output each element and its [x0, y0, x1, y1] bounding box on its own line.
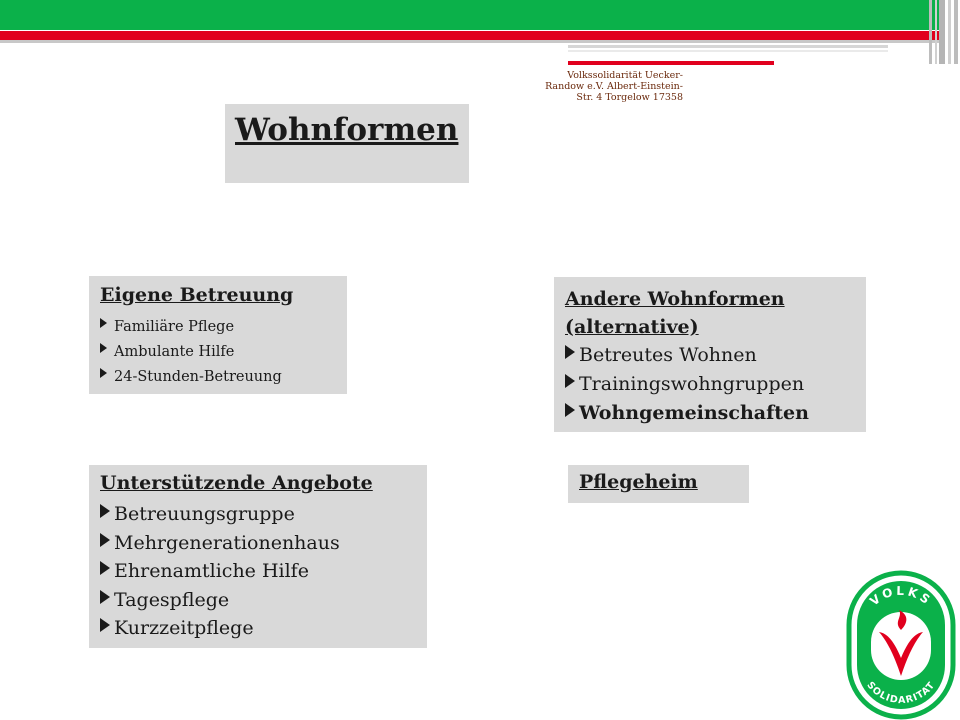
list-item: [100, 340, 282, 365]
list-item-label: Ambulante Hilfe: [114, 344, 235, 360]
list-item-label: Kurzzeitpflege: [114, 617, 254, 639]
header-red-accent: [568, 61, 774, 65]
box-heading: Unterstützende Angebote: [100, 472, 373, 494]
box-pflegeheim: [568, 465, 749, 503]
list-item-label: 24-Stunden-Betreuung: [114, 369, 282, 385]
arrow-bullet-icon: [565, 345, 575, 359]
arrow-bullet-icon: [100, 533, 110, 547]
arrow-bullet-icon: [100, 504, 110, 518]
header-green-bar: [0, 0, 940, 30]
box-andere-wohnformen: [554, 277, 866, 432]
list-item: [565, 341, 809, 370]
header-grey-accent: [568, 45, 888, 48]
slide-title: Wohnformen: [235, 112, 459, 148]
box-unterstuetzende-angebote: [89, 465, 427, 648]
list-item: [565, 399, 809, 428]
list-item-label: Trainingswohngruppen: [579, 373, 805, 395]
title-box: [225, 104, 469, 183]
bullet-list: [565, 341, 809, 428]
logo-top-text: VOLKS: [867, 583, 935, 609]
list-item: [100, 586, 340, 615]
organization-address: Volkssolidarität Uecker-Randow e.V. Albert-Einstein-Str. 4 Torgelow 17358: [545, 70, 683, 103]
list-item-label: Tagespflege: [114, 588, 230, 611]
list-item: [100, 365, 282, 390]
list-item-label: Betreuungsgruppe: [114, 503, 295, 525]
list-item: [100, 614, 340, 643]
box-heading: [565, 285, 785, 341]
arrow-bullet-icon: [100, 561, 110, 575]
bullet-list: [100, 500, 340, 643]
header-red-bar: [0, 31, 940, 40]
arrow-bullet-icon: [565, 403, 575, 417]
arrow-bullet-icon: [100, 343, 107, 353]
arrow-bullet-icon: [565, 374, 575, 388]
list-item: [100, 557, 340, 586]
box-heading-line: Andere Wohnformen: [565, 288, 785, 310]
list-item: [565, 370, 809, 399]
list-item: [100, 500, 340, 529]
list-item-label: Wohngemeinschaften: [579, 402, 809, 424]
bullet-list: [100, 315, 282, 390]
list-item-label: Ehrenamtliche Hilfe: [114, 560, 309, 582]
list-item: [100, 315, 282, 340]
list-item: [100, 529, 340, 558]
logo-bottom-text: SOLIDARITAT: [864, 679, 938, 707]
header-grey-line: [0, 40, 940, 43]
arrow-bullet-icon: [100, 318, 107, 328]
volkssolidaritaet-logo: [846, 570, 956, 720]
list-item-label: Betreutes Wohnen: [579, 344, 757, 366]
box-eigene-betreuung: [89, 276, 347, 394]
arrow-bullet-icon: [100, 368, 107, 378]
list-item-label: Mehrgenerationenhaus: [114, 531, 340, 554]
box-heading: Pflegeheim: [579, 471, 698, 493]
arrow-bullet-icon: [100, 590, 110, 604]
box-heading: Eigene Betreuung: [100, 284, 294, 306]
header-light-accent: [568, 50, 888, 52]
list-item-label: Familiäre Pflege: [114, 319, 235, 335]
box-heading-line: (alternative): [565, 316, 699, 338]
header-right-stripes: [925, 0, 960, 64]
arrow-bullet-icon: [100, 618, 110, 632]
